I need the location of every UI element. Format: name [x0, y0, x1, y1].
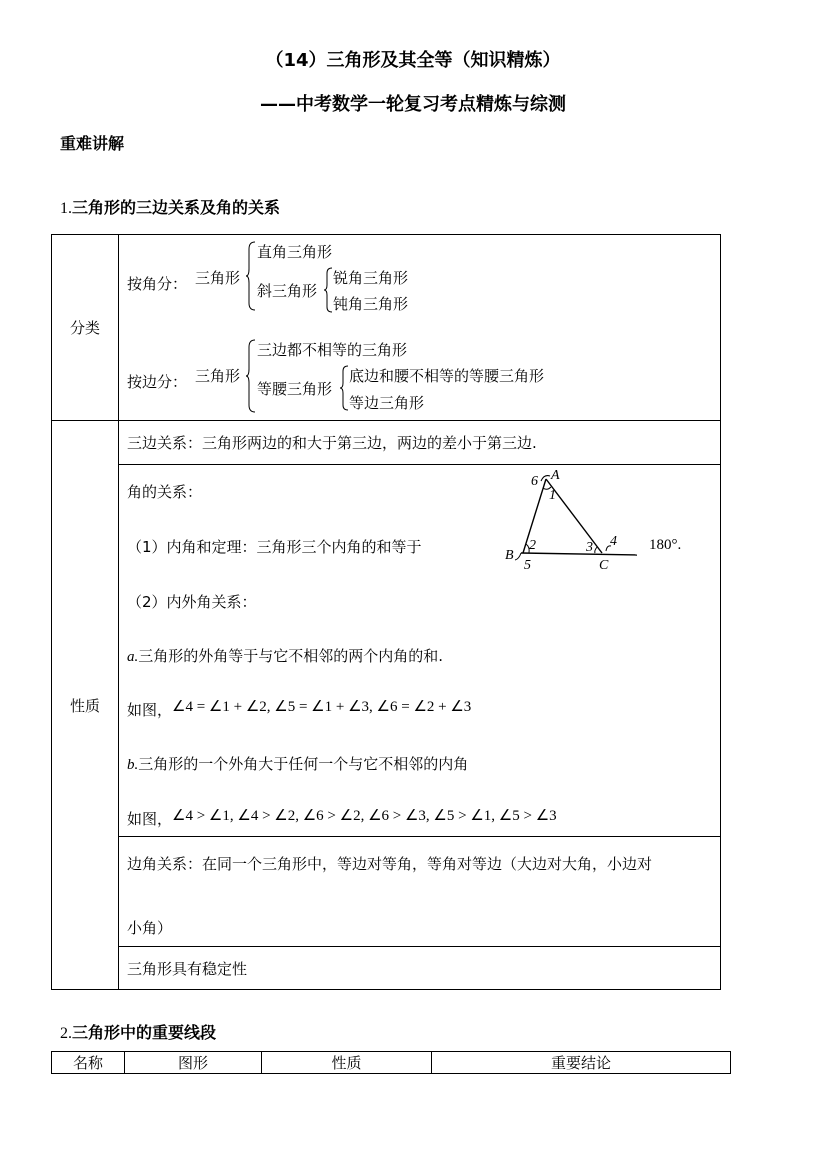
oblique-triangle: 斜三角形: [257, 282, 318, 300]
section1-title: 三角形的三边关系及角的关系: [72, 198, 281, 217]
property-label-cell: [52, 421, 119, 990]
angle-2-label: 2: [529, 538, 536, 553]
equilateral-triangle: 等边三角形: [349, 394, 425, 412]
formula-a-line: [127, 699, 471, 720]
category-label: 分类: [69, 319, 100, 337]
important-segments-table: [51, 1051, 731, 1074]
angle-relation-cell: [119, 465, 721, 837]
scalene-triangle: 三边都不相等的三角形: [257, 341, 408, 359]
section2-number: 2.: [60, 1025, 72, 1042]
category-label-cell: [52, 235, 119, 421]
obtuse-triangle: 钝角三角形: [333, 295, 409, 313]
side-relation-row: [52, 421, 721, 465]
angle-5-label: 5: [524, 558, 531, 571]
formula-b: ∠4 > ∠1, ∠4 > ∠2, ∠6 > ∠2, ∠6 > ∠3, ∠5 > ∠1, ∠5 > ∠3: [172, 808, 557, 824]
triangle-relations-table: [51, 234, 721, 990]
triangle-figure: [501, 469, 641, 571]
side-relation-text: 三边关系：三角形两边的和大于第三边，两边的差小于第三边.: [127, 434, 537, 452]
angle-1-label: 1: [549, 488, 556, 503]
section1-heading: [60, 195, 280, 218]
angle-3-label: 3: [586, 540, 593, 555]
section1-number: 1.: [60, 200, 72, 217]
isosceles-nonequal: 底边和腰不相等的等腰三角形: [349, 367, 545, 385]
as-shown-b: 如图，: [127, 810, 173, 828]
rule-a: [127, 645, 443, 666]
vertex-b-label: B: [505, 548, 514, 563]
by-angle-root: 三角形: [195, 269, 241, 287]
as-shown-a: 如图，: [127, 701, 173, 719]
stability-row: [52, 947, 721, 990]
section2-title: 三角形中的重要线段: [72, 1023, 217, 1042]
angle-6-label: 6: [531, 474, 538, 489]
header-conclusion: 重要结论: [432, 1052, 731, 1074]
by-angle-label: 按角分：: [127, 275, 188, 293]
stability-text: 三角形具有稳定性: [127, 959, 248, 978]
brace-oblique-icon: [323, 267, 333, 313]
by-side-root: 三角形: [195, 367, 241, 385]
header-property: 性质: [262, 1052, 432, 1074]
rule-b-label: b.: [127, 757, 139, 773]
property-label: 性质: [69, 696, 100, 715]
angle-relation-heading: 角的关系：: [127, 483, 203, 501]
right-triangle: 直角三角形: [257, 243, 333, 261]
section-heading-main: 重难讲解: [60, 134, 125, 153]
side-angle-text-1: 边角关系：在同一个三角形中，等边对等角，等角对等边（大边对大角，小边对: [127, 855, 653, 873]
header-name: 名称: [52, 1052, 125, 1074]
formula-b-line: [127, 808, 557, 829]
vertex-a-label: A: [551, 469, 560, 483]
interior-angle-theorem: （1）内角和定理：三角形三个内角的和等于: [127, 538, 422, 556]
rule-b: [127, 753, 468, 774]
section2-heading: [60, 1020, 216, 1043]
side-angle-row: [52, 837, 721, 947]
page-subtitle: ——中考数学一轮复习考点精炼与综测: [260, 94, 566, 115]
interior-exterior-heading: （2）内外角关系：: [127, 593, 257, 611]
rule-a-label: a.: [127, 649, 139, 665]
classification-cell: [119, 235, 721, 421]
vertex-c-label: C: [599, 558, 609, 571]
side-angle-text-2: 小角）: [127, 919, 173, 937]
formula-a: ∠4 = ∠1 + ∠2, ∠5 = ∠1 + ∠3, ∠6 = ∠2 + ∠3: [172, 699, 472, 715]
brace-side-icon: [245, 339, 257, 413]
page-title: （14）三角形及其全等（知识精炼）: [265, 50, 561, 71]
side-relation-cell: [119, 421, 721, 465]
isosceles-triangle: 等腰三角形: [257, 380, 333, 398]
brace-angle-icon: [245, 241, 257, 311]
acute-triangle: 锐角三角形: [333, 269, 409, 287]
angle-relation-row: [52, 465, 721, 837]
rule-b-text: 三角形的一个外角大于任何一个与它不相邻的内角: [138, 755, 469, 773]
by-side-label: 按边分：: [127, 373, 188, 391]
angle-sum-value: 180°.: [649, 537, 682, 553]
stability-cell: [119, 947, 721, 990]
side-angle-cell: [119, 837, 721, 947]
classification-row: [52, 235, 721, 421]
header-figure: 图形: [125, 1052, 262, 1074]
angle-4-label: 4: [610, 534, 617, 549]
rule-a-text: 三角形的外角等于与它不相邻的两个内角的和.: [138, 647, 444, 665]
brace-isosceles-icon: [339, 365, 349, 411]
table2-header-row: [52, 1052, 731, 1074]
